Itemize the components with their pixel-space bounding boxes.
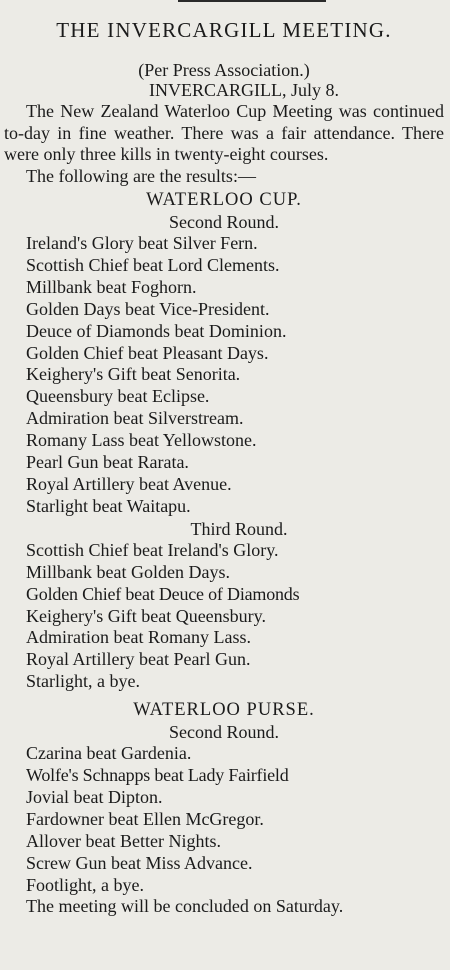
cup-third-round-title: Third Round. [190, 518, 288, 539]
purse-second-round-list [4, 743, 444, 896]
list-item: Ireland's Glory beat Silver Fern. [26, 233, 258, 253]
list-item: Queensbury beat Eclipse. [26, 386, 210, 407]
list-item: Starlight, a bye. [26, 671, 140, 692]
list-item: Scottish Chief beat Lord Clements. [26, 254, 280, 275]
list-item: Czarina beat Gardenia. [26, 743, 192, 764]
list-item: Millbank beat Golden Days. [26, 561, 230, 582]
list-item: Romany Lass beat Yellowstone. [26, 430, 257, 451]
list-item: Keighery's Gift beat Senorita. [26, 364, 241, 385]
list-item: Wolfe's Schnapps beat Lady Fairfield [26, 765, 289, 786]
list-item: Golden Chief beat Pleasant Days. [26, 342, 269, 363]
article-headline: THE INVERCARGILL MEETING. [56, 18, 392, 42]
list-item: Scottish Chief beat Ireland's Glory. [26, 539, 279, 560]
list-item: Royal Artillery beat Avenue. [26, 473, 232, 494]
list-item: Admiration beat Romany Lass. [26, 627, 251, 648]
list-item: Royal Artillery beat Pearl Gun. [26, 649, 251, 670]
list-item: Millbank beat Foghorn. [26, 276, 197, 297]
waterloo-purse-title: WATERLOO PURSE. [133, 700, 315, 721]
dateline: INVERCARGILL, July 8. [149, 80, 339, 100]
cup-second-round-list [4, 233, 444, 518]
list-item: Fardowner beat Ellen McGregor. [26, 808, 264, 829]
list-item: Allover beat Better Nights. [26, 830, 221, 851]
list-item: Pearl Gun beat Rarata. [26, 452, 189, 473]
source-line: (Per Press Association.) [138, 60, 310, 80]
list-item: Keighery's Gift beat Queensbury. [26, 605, 267, 626]
spacer [4, 44, 444, 60]
list-item: Footlight, a bye. [26, 874, 144, 895]
list-item: Admiration beat Silverstream. [26, 408, 244, 429]
list-item: Golden Chief beat Deuce of Diamonds [26, 583, 300, 604]
list-item: Screw Gun beat Miss Advance. [26, 852, 253, 873]
cup-second-round-title: Second Round. [169, 212, 279, 232]
list-item: Starlight beat Waitapu. [26, 495, 191, 516]
cup-third-round-list [4, 540, 444, 693]
list-item: Deuce of Diamonds beat Dominion. [26, 320, 287, 341]
list-item: Jovial beat Dipton. [26, 786, 163, 807]
results-intro: The following are the results:— [26, 165, 256, 186]
waterloo-cup-title: WATERLOO CUP. [146, 190, 302, 210]
purse-second-round-title: Second Round. [169, 722, 279, 743]
top-rule [178, 0, 326, 2]
intro-paragraph: The New Zealand Waterloo Cup Meeting was continued to-day in fine weather. There was a fair attendance. There were only three kills in twenty-eight courses. [4, 101, 444, 164]
list-item: Golden Days beat Vice-President. [26, 298, 270, 319]
closing-paragraph: The meeting will be concluded on Saturday. [26, 896, 344, 917]
